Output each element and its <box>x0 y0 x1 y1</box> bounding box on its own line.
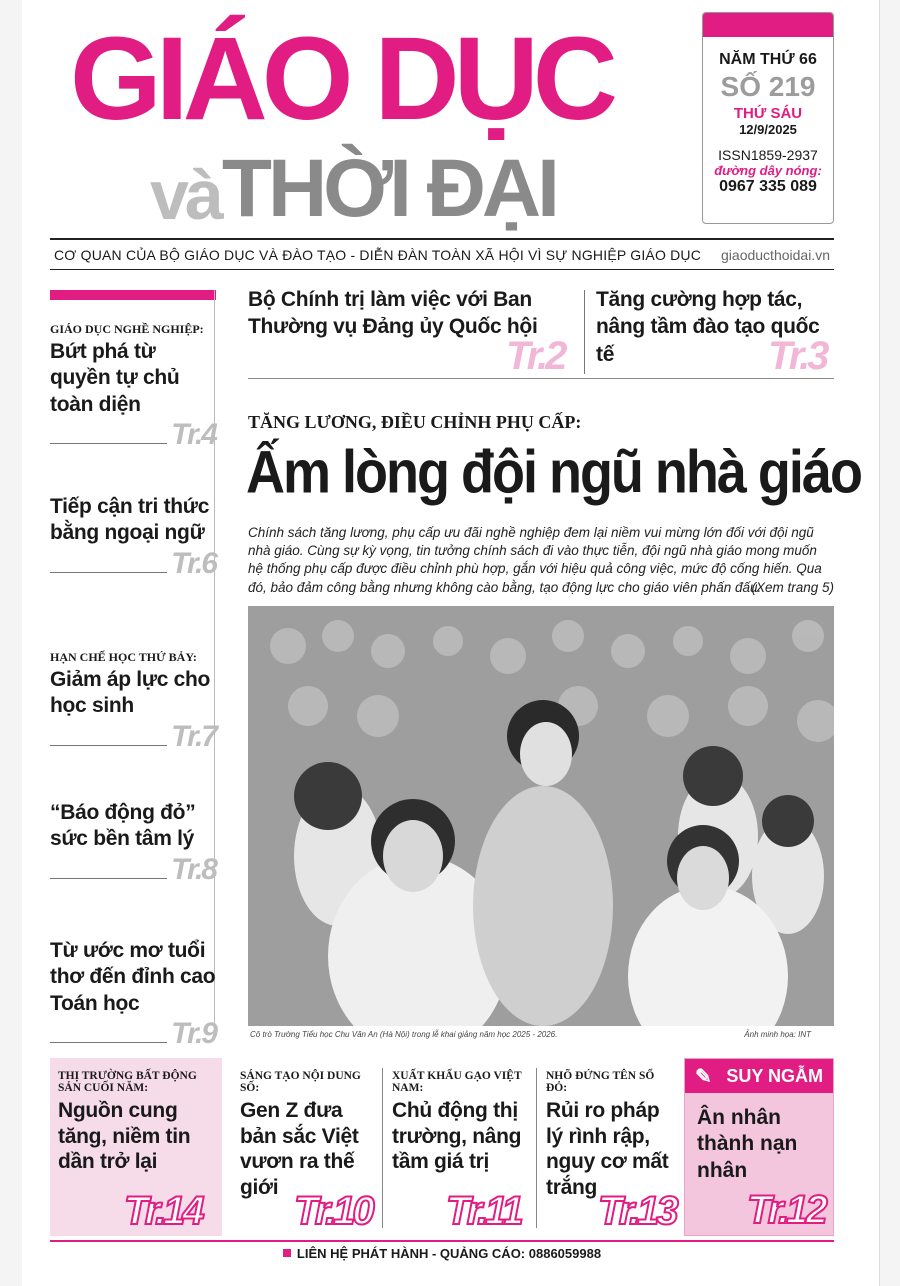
sidebar-story-5[interactable] <box>50 936 216 1049</box>
main-kicker: TĂNG LƯƠNG, ĐIỀU CHỈNH PHỤ CẤP: <box>248 412 582 432</box>
website-link[interactable]: giaoducthoidai.vn <box>721 246 830 263</box>
page-ref: Tr.11 <box>446 1189 521 1233</box>
page-ref: Tr.13 <box>598 1189 676 1233</box>
hotline-label: đường dây nóng: <box>714 163 822 178</box>
newspaper-page <box>22 0 880 1286</box>
story-kicker: XUẤT KHẨU GẠO VIỆT NAM: <box>392 1070 522 1094</box>
sidebar-story-1[interactable] <box>50 322 216 450</box>
tagline-bar <box>50 238 834 270</box>
sidebar-story-2[interactable] <box>50 492 216 579</box>
page-ref: Tr.3 <box>768 334 827 378</box>
see-page[interactable]: (Xem trang 5) <box>751 579 834 595</box>
page-ref: Tr.8 <box>171 852 216 886</box>
sidebar-story-4[interactable] <box>50 798 216 885</box>
masthead-title: GIÁO DỤC <box>70 13 612 145</box>
story-kicker: NHÕ ĐỨNG TÊN SỔ ĐỎ: <box>546 1070 655 1094</box>
story-headline: Ân nhân thành nạn nhân <box>697 1106 798 1182</box>
bottom-story-4[interactable] <box>538 1058 680 1236</box>
top-divider <box>584 290 585 374</box>
photo-illustration <box>248 606 834 1026</box>
issue-number: SỐ 219 <box>720 71 816 102</box>
story-kicker: HẠN CHẾ HỌC THỨ BẢY: <box>50 650 197 664</box>
page-ref: Tr.2 <box>506 334 565 378</box>
masthead-subtitle <box>150 143 556 234</box>
story-kicker: GIÁO DỤC NGHỀ NGHIỆP: <box>50 322 204 336</box>
page-ref: Tr.10 <box>294 1189 372 1233</box>
bottom-story-1[interactable] <box>50 1058 222 1236</box>
story-headline: Chủ động thị trường, nâng tầm giá trị <box>392 1099 522 1174</box>
sapo-text: Chính sách tăng lương, phụ cấp ưu đãi nghề nghiệp đem lại niềm vui mừng lớn đối với đội ngũ nhà giáo. Cùng sự kỳ vọng, tin tưởng chính sách đi vào thực tiễn, đội ngũ nhà giáo mong muốn hệ thống phụ cấp được điều chỉnh phù hợp, gắn với hiệu quả công việc, mức độ cống hiến. Qua đó, bảo đảm công bằng nhưng không cào bằng, tạo động lực cho giáo viên phấn đấu. <box>248 525 822 595</box>
suy-ngam-label: SUY NGẪM <box>726 1065 823 1086</box>
story-headline: Giảm áp lực cho học sinh <box>50 668 211 718</box>
bottom-stories <box>50 1058 834 1238</box>
photo-credit: Ảnh minh họa: INT <box>744 1030 811 1039</box>
story-headline: Rủi ro pháp lý rình rập, nguy cơ mất trắng <box>546 1099 669 1199</box>
story-headline: Gen Z đưa bản sắc Việt vươn ra thế giới <box>240 1099 359 1199</box>
story-headline: Từ ước mơ tuổi thơ đến đỉnh cao Toán học <box>50 939 216 1015</box>
story-kicker: THỊ TRƯỜNG BẤT ĐỘNG SẢN CUỐI NĂM: <box>58 1070 197 1094</box>
main-photo <box>248 606 834 1026</box>
footer-contact <box>50 1240 834 1264</box>
tagline: CƠ QUAN CỦA BỘ GIÁO DỤC VÀ ĐÀO TẠO - DIỄN ĐÀN TOÀN XÃ HỘI VÌ SỰ NGHIỆP GIÁO DỤC <box>54 246 702 263</box>
bottom-story-2[interactable] <box>232 1058 378 1236</box>
main-sapo <box>248 524 834 597</box>
issue-day: THỨ SÁU <box>733 105 803 122</box>
bottom-story-3[interactable] <box>384 1058 534 1236</box>
column-divider <box>382 1068 383 1228</box>
masthead-thoidai: THỜI ĐẠI <box>221 143 556 234</box>
story-headline: Bứt phá từ quyền tự chủ toàn diện <box>50 340 180 416</box>
story-headline: Tiếp cận tri thức bằng ngoại ngữ <box>50 495 210 545</box>
masthead-va: và <box>150 156 220 234</box>
top-rule <box>248 378 834 379</box>
page-ref: Tr.7 <box>171 719 216 753</box>
suy-ngam-band <box>685 1059 833 1093</box>
story-headline: Bộ Chính trị làm việc với Ban Thường vụ Đảng ủy Quốc hội <box>248 288 538 339</box>
story-headline: Tăng cường hợp tác, nâng tầm đào tạo quốc tế <box>596 288 820 366</box>
hotline-number: 0967 335 089 <box>719 178 817 195</box>
issue-accent-bar <box>703 13 833 37</box>
issue-year: NĂM THỨ 66 <box>719 51 817 68</box>
sidebar <box>50 290 216 322</box>
page-ref: Tr.4 <box>171 417 216 451</box>
page-ref: Tr.9 <box>171 1016 216 1050</box>
page-ref: Tr.6 <box>171 546 216 580</box>
issue-date: 12/9/2025 <box>739 122 797 137</box>
top-story-1[interactable] <box>248 286 574 341</box>
reader-icon: ✎ <box>695 1065 712 1088</box>
square-icon <box>283 1249 291 1257</box>
story-headline: “Báo động đỏ” sức bền tâm lý <box>50 801 196 851</box>
main-headline[interactable]: Ấm lòng đội ngũ nhà giáo <box>246 438 861 507</box>
story-headline: Nguồn cung tăng, niềm tin dần trở lại <box>58 1099 191 1174</box>
photo-caption: Cô trò Trường Tiểu học Chu Văn An (Hà Nội) trong lễ khai giảng năm học 2025 - 2026. <box>250 1030 558 1039</box>
footer-text: LIÊN HỆ PHÁT HÀNH - QUẢNG CÁO: 0886059988 <box>296 1245 602 1261</box>
suy-ngam-box[interactable] <box>684 1058 834 1236</box>
column-divider <box>536 1068 537 1228</box>
sidebar-story-3[interactable] <box>50 650 216 752</box>
sidebar-accent-bar <box>50 290 216 300</box>
issue-issn: ISSN1859-2937 <box>718 147 818 163</box>
page-ref: Tr.14 <box>124 1189 202 1233</box>
issue-info-box <box>702 12 834 224</box>
story-kicker: SÁNG TẠO NỘI DUNG SỐ: <box>240 1070 361 1094</box>
page-ref: Tr.12 <box>747 1188 825 1232</box>
